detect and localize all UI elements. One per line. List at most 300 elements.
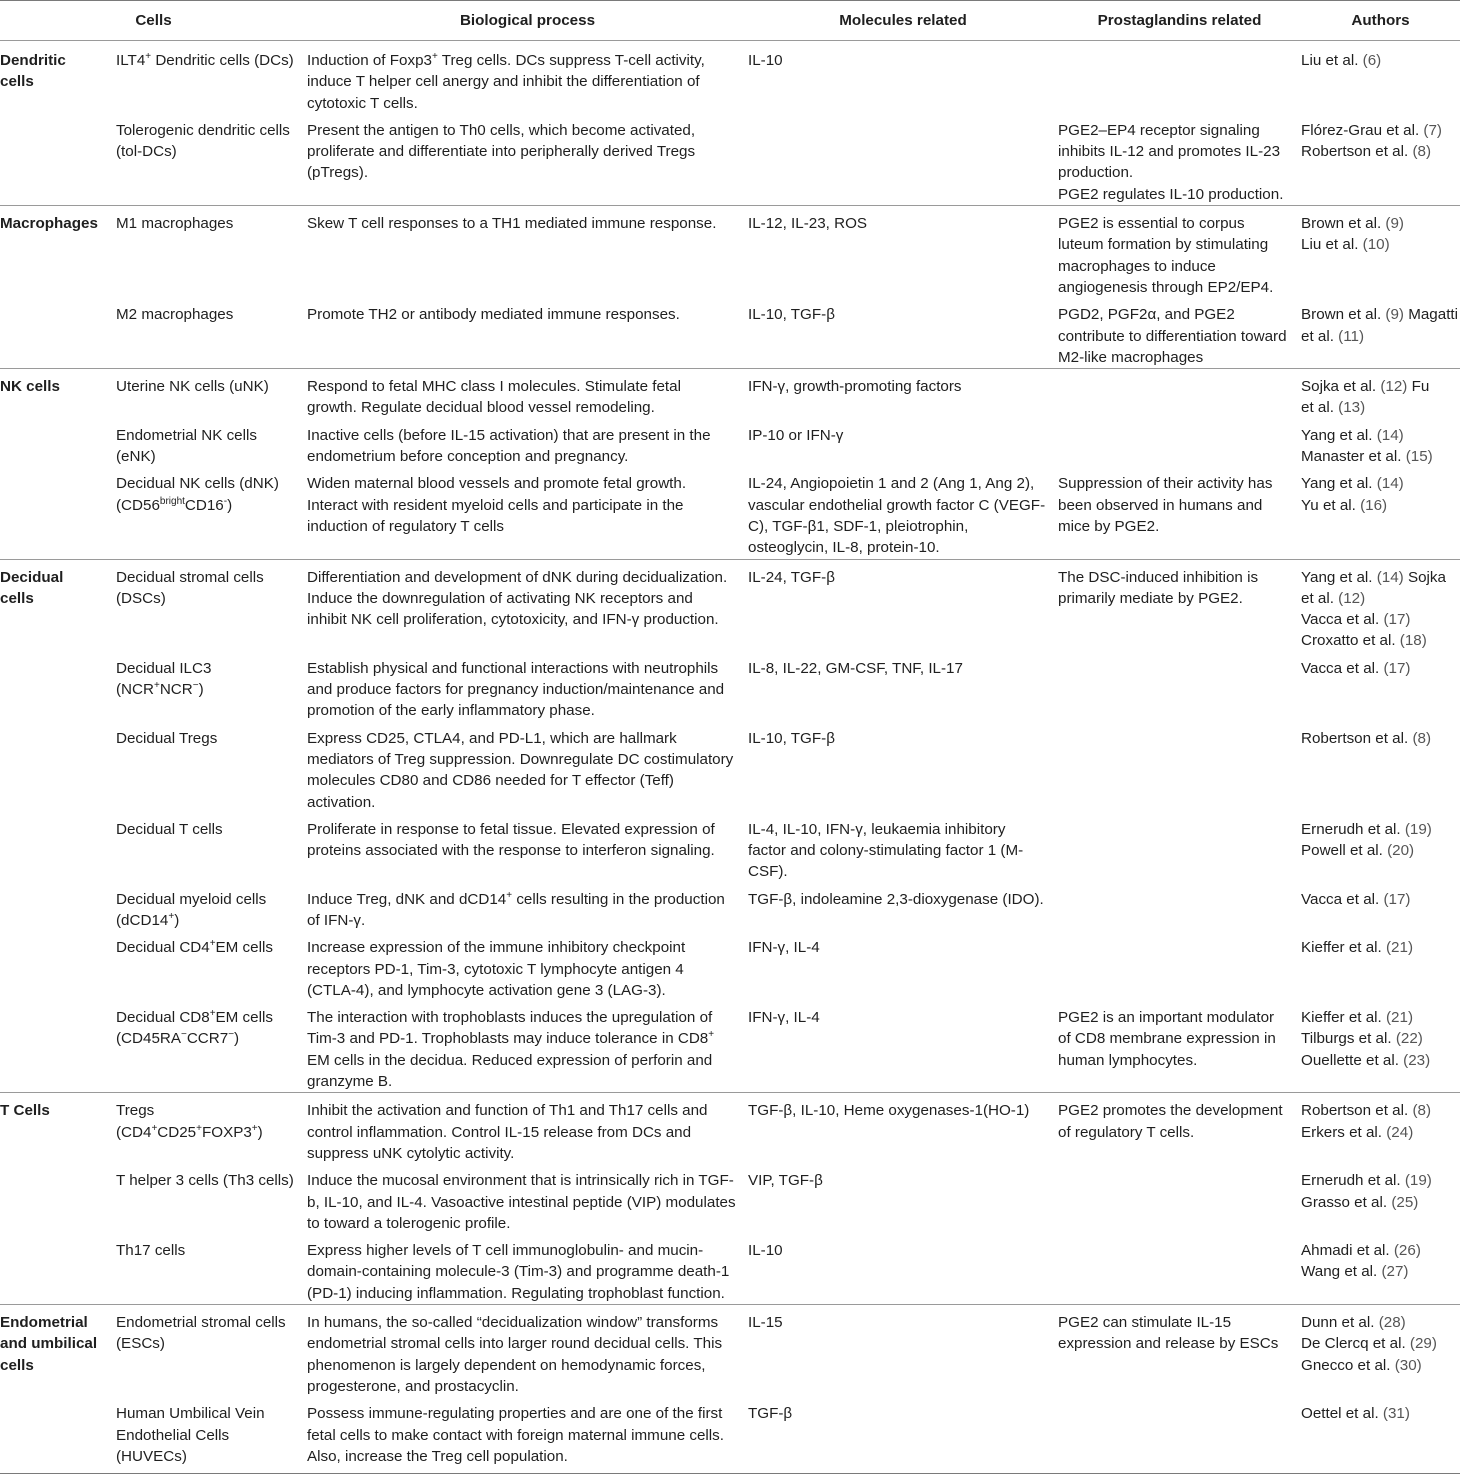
- biological-process: [307, 1093, 748, 1164]
- molecules-related: [748, 114, 1058, 206]
- text-line: receptors PD-1, Tim-3, cytotoxic T lymphocyte antigen 4: [307, 960, 684, 978]
- text-line: (CD45RA−CCR7−): [116, 1029, 240, 1048]
- text-line: inhibits IL-12 and promotes IL-23: [1058, 143, 1281, 161]
- text-line: (eNK): [116, 448, 156, 466]
- molecules-related: [748, 1397, 1058, 1473]
- text-line: PGD2, PGF2α, and PGE2: [1058, 306, 1235, 324]
- text-line: cells: [0, 1356, 34, 1374]
- text-line: In humans, the so-called “decidualization window” transforms: [307, 1314, 719, 1332]
- text-line: IL-10: [748, 1242, 783, 1260]
- biological-process: [307, 419, 748, 468]
- text-line: Tregs: [116, 1102, 155, 1120]
- group-name: [0, 419, 115, 468]
- biological-process: [307, 206, 748, 299]
- group-name: [0, 931, 115, 1001]
- text-line: expression and release by ESCs: [1058, 1335, 1279, 1353]
- table-row: [0, 41, 1460, 114]
- text-line: Liu et al. (10): [1301, 236, 1390, 254]
- text-line: Induce the mucosal environment that is intrinsically rich in TGF-: [307, 1172, 734, 1190]
- prostaglandins-related: [1058, 1397, 1301, 1473]
- text-line: Sojka et al. (12) Fu: [1301, 378, 1430, 396]
- molecules-related: [748, 419, 1058, 468]
- molecules-related: [748, 467, 1058, 559]
- cell-name: [115, 419, 307, 468]
- cell-name: [115, 1001, 307, 1093]
- authors: [1301, 883, 1460, 932]
- biological-process: [307, 1001, 748, 1093]
- text-line: Macrophages: [0, 215, 98, 233]
- text-line: proliferate and differentiate into peripherally derived Tregs: [307, 143, 696, 161]
- text-line: of IFN-γ.: [307, 911, 366, 929]
- text-line: promotion of the early inflammatory phase.: [307, 702, 595, 720]
- text-line: Dunn et al. (28): [1301, 1314, 1406, 1332]
- group-name: [0, 369, 115, 419]
- text-line: IL-12, IL-23, ROS: [748, 215, 868, 233]
- text-line: Proliferate in response to fetal tissue. Elevated expression of: [307, 820, 715, 838]
- text-line: cells: [0, 73, 34, 91]
- table-row: [0, 1397, 1460, 1473]
- text-line: Induction of Foxp3+ Treg cells. DCs suppress T-cell activity,: [307, 51, 705, 69]
- text-line: Dendritic: [0, 52, 66, 69]
- text-line: Suppression of their activity has: [1058, 475, 1273, 493]
- text-line: Ernerudh et al. (19): [1301, 820, 1432, 838]
- text-line: CSF).: [748, 863, 788, 881]
- authors: [1301, 1164, 1460, 1234]
- cell-name: [115, 931, 307, 1001]
- cell-name: [115, 652, 307, 722]
- prostaglandins-related: [1058, 813, 1301, 883]
- prostaglandins-related: [1058, 369, 1301, 419]
- molecules-related: [748, 1164, 1058, 1234]
- authors: [1301, 1093, 1460, 1164]
- table-row: [0, 559, 1460, 652]
- text-line: Human Umbilical Vein: [116, 1405, 265, 1423]
- molecules-related: [748, 722, 1058, 813]
- text-line: The interaction with trophoblasts induces the upregulation of: [307, 1009, 713, 1027]
- table-row: [0, 1001, 1460, 1093]
- text-line: Croxatto et al. (18): [1301, 632, 1427, 650]
- text-line: of CD8 membrane expression in: [1058, 1030, 1276, 1048]
- text-line: Yang et al. (14) Sojka: [1301, 568, 1446, 586]
- cell-name: [115, 114, 307, 206]
- text-line: growth. Regulate decidual blood vessel remodeling.: [307, 399, 655, 417]
- text-line: Endometrial NK cells: [116, 426, 257, 444]
- text-line: PGE2 is essential to corpus: [1058, 215, 1245, 233]
- text-line: human lymphocytes.: [1058, 1051, 1198, 1069]
- text-line: Erkers et al. (24): [1301, 1123, 1414, 1141]
- text-line: Decidual CD8+EM cells: [116, 1008, 273, 1027]
- text-line: contribute to differentiation toward: [1058, 327, 1287, 345]
- molecules-related: [748, 1234, 1058, 1304]
- text-line: mice by PGE2.: [1058, 517, 1160, 535]
- text-line: Decidual myeloid cells: [116, 890, 267, 908]
- text-line: PGE2 promotes the development: [1058, 1102, 1283, 1120]
- cell-name: [115, 369, 307, 419]
- text-line: Endothelial Cells: [116, 1426, 230, 1444]
- text-line: (ESCs): [116, 1335, 165, 1353]
- text-line: Robertson et al. (8): [1301, 729, 1431, 747]
- group-name: [0, 1164, 115, 1234]
- text-line: PGE2–EP4 receptor signaling: [1058, 121, 1260, 139]
- text-line: Brown et al. (9): [1301, 215, 1404, 233]
- authors: [1301, 369, 1460, 419]
- text-line: ILT4+ Dendritic cells (DCs): [116, 51, 294, 69]
- authors: [1301, 41, 1460, 114]
- biological-process: [307, 1234, 748, 1304]
- text-line: Endometrial stromal cells: [116, 1314, 286, 1332]
- molecules-related: [748, 369, 1058, 419]
- text-line: M2-like macrophages: [1058, 348, 1204, 366]
- cell-name: [115, 813, 307, 883]
- table-row: [0, 369, 1460, 419]
- text-line: et al. (12): [1301, 589, 1366, 607]
- text-line: domain-containing molecule-3 (Tim-3) and programme death-1: [307, 1263, 730, 1281]
- text-line: progesterone, and prostacyclin.: [307, 1377, 519, 1395]
- header-process: Biological process: [307, 1, 748, 41]
- group-name: [0, 1305, 115, 1398]
- text-line: Ahmadi et al. (26): [1301, 1242, 1421, 1260]
- table-row: [0, 298, 1460, 368]
- text-line: Liu et al. (6): [1301, 52, 1382, 69]
- biological-process: [307, 722, 748, 813]
- text-line: Yang et al. (14): [1301, 426, 1404, 444]
- text-line: Decidual Tregs: [116, 729, 218, 747]
- table-row: [0, 813, 1460, 883]
- text-line: M1 macrophages: [116, 215, 234, 233]
- text-line: Induce Treg, dNK and dCD14+ cells resulting in the production: [307, 889, 725, 908]
- prostaglandins-related: [1058, 1234, 1301, 1304]
- text-line: (pTregs).: [307, 164, 369, 182]
- table-row: [0, 1305, 1460, 1398]
- biological-process: [307, 652, 748, 722]
- text-line: Uterine NK cells (uNK): [116, 378, 269, 396]
- table-row: [0, 419, 1460, 468]
- text-line: to toward a tolerogenic profile.: [307, 1214, 511, 1232]
- text-line: Vacca et al. (17): [1301, 659, 1411, 677]
- table-row: [0, 1093, 1460, 1164]
- text-line: (DSCs): [116, 589, 166, 607]
- group-name: [0, 1093, 115, 1164]
- text-line: IL-4, IL-10, IFN-γ, leukaemia inhibitory: [748, 820, 1006, 838]
- header-molecules: Molecules related: [748, 1, 1058, 41]
- text-line: Robertson et al. (8): [1301, 1102, 1431, 1120]
- text-line: Manaster et al. (15): [1301, 448, 1433, 466]
- text-line: angiogenesis through EP2/EP4.: [1058, 278, 1274, 296]
- group-name: [0, 813, 115, 883]
- text-line: mediators of Treg suppression. Downregulate DC costimulatory: [307, 750, 734, 768]
- prostaglandins-related: [1058, 206, 1301, 299]
- molecules-related: [748, 1305, 1058, 1398]
- biological-process: [307, 813, 748, 883]
- text-line: TGF-β: [748, 1405, 793, 1423]
- molecules-related: [748, 652, 1058, 722]
- text-line: IL-10: [748, 52, 783, 69]
- molecules-related: [748, 1001, 1058, 1093]
- text-line: activation.: [307, 793, 376, 811]
- molecules-related: [748, 883, 1058, 932]
- group-name: [0, 114, 115, 206]
- text-line: and produce factors for pregnancy induction/maintenance and: [307, 681, 725, 699]
- authors: [1301, 813, 1460, 883]
- prostaglandins-related: [1058, 467, 1301, 559]
- text-line: PGE2 regulates IL-10 production.: [1058, 185, 1284, 203]
- text-line: IP-10 or IFN-γ: [748, 426, 844, 444]
- text-line: Induce the downregulation of activating NK receptors and: [307, 589, 693, 607]
- text-line: induce T helper cell anergy and inhibit the differentiation of: [307, 73, 700, 91]
- group-name: [0, 559, 115, 652]
- text-line: Inhibit the activation and function of Th1 and Th17 cells and: [307, 1102, 708, 1120]
- table-row: [0, 1234, 1460, 1304]
- molecules-related: [748, 206, 1058, 299]
- cell-name: [115, 559, 307, 652]
- group-name: [0, 1234, 115, 1304]
- table-row: [0, 1164, 1460, 1234]
- text-line: Inactive cells (before IL-15 activation) that are present in the: [307, 426, 711, 444]
- biological-process: [307, 369, 748, 419]
- text-line: Also, increase the Treg cell population.: [307, 1447, 568, 1465]
- text-line: IL-24, TGF-β: [748, 568, 835, 586]
- table-body: [0, 41, 1460, 1474]
- cell-name: [115, 1164, 307, 1234]
- biological-process: [307, 1397, 748, 1473]
- text-line: of regulatory T cells.: [1058, 1123, 1195, 1141]
- text-line: Gnecco et al. (30): [1301, 1356, 1422, 1374]
- authors: [1301, 559, 1460, 652]
- text-line: vascular endothelial growth factor C (VEGF-: [748, 496, 1046, 514]
- text-line: (HUVECs): [116, 1447, 187, 1465]
- text-line: Present the antigen to Th0 cells, which become activated,: [307, 121, 696, 139]
- text-line: Yang et al. (14): [1301, 475, 1404, 493]
- text-line: Wang et al. (27): [1301, 1263, 1409, 1281]
- text-line: (CD4+CD25+FOXP3+): [116, 1122, 263, 1141]
- cell-name: [115, 883, 307, 932]
- text-line: macrophages to induce: [1058, 257, 1216, 275]
- text-line: Tilburgs et al. (22): [1301, 1030, 1423, 1048]
- biological-process: [307, 1164, 748, 1234]
- text-line: IL-8, IL-22, GM-CSF, TNF, IL-17: [748, 659, 963, 677]
- text-line: (PD-1) inducing inflammation. Regulating trophoblast function.: [307, 1284, 725, 1302]
- header-row: [0, 1, 1460, 41]
- prostaglandins-related: [1058, 298, 1301, 368]
- text-line: Decidual: [0, 568, 64, 586]
- text-line: Decidual CD4+EM cells: [116, 938, 273, 957]
- text-line: M2 macrophages: [116, 306, 234, 324]
- header-prostaglandins: Prostaglandins related: [1058, 1, 1301, 41]
- authors: [1301, 419, 1460, 468]
- group-name: [0, 298, 115, 368]
- prostaglandins-related: [1058, 1305, 1301, 1398]
- table-row: [0, 206, 1460, 299]
- authors: [1301, 1397, 1460, 1473]
- text-line: Decidual ILC3: [116, 659, 212, 677]
- text-line: inhibit NK cell proliferation, cytotoxicity, and IFN-γ production.: [307, 611, 719, 629]
- cell-name: [115, 1397, 307, 1473]
- text-line: and umbilical: [0, 1335, 98, 1353]
- text-line: Interact with resident myeloid cells and participate in the: [307, 496, 684, 514]
- text-line: Vacca et al. (17): [1301, 890, 1411, 908]
- text-line: Kieffer et al. (21): [1301, 1009, 1414, 1027]
- text-line: b, IL-10, and IL-4. Vasoactive intestinal peptide (VIP) modulates: [307, 1193, 736, 1211]
- text-line: Kieffer et al. (21): [1301, 939, 1414, 957]
- molecules-related: [748, 559, 1058, 652]
- text-line: IL-10, TGF-β: [748, 729, 835, 747]
- text-line: PGE2 is an important modulator: [1058, 1009, 1275, 1027]
- text-line: induction of regulatory T cells: [307, 517, 504, 535]
- header-cells: Cells: [0, 1, 307, 41]
- text-line: (tol-DCs): [116, 143, 177, 161]
- table-row: [0, 467, 1460, 559]
- text-line: granzyme B.: [307, 1073, 393, 1091]
- text-line: cytotoxic T cells.: [307, 94, 418, 112]
- text-line: VIP, TGF-β: [748, 1172, 823, 1190]
- text-line: Robertson et al. (8): [1301, 143, 1431, 161]
- text-line: osteoglycin, IL-8, protein-10.: [748, 539, 940, 557]
- cell-name: [115, 206, 307, 299]
- text-line: Establish physical and functional interactions with neutrophils: [307, 659, 719, 677]
- text-line: Brown et al. (9) Magatti: [1301, 306, 1459, 324]
- molecules-related: [748, 1093, 1058, 1164]
- text-line: Respond to fetal MHC class I molecules. Stimulate fetal: [307, 378, 681, 396]
- group-name: [0, 652, 115, 722]
- text-line: IFN-γ, growth-promoting factors: [748, 378, 962, 396]
- authors: [1301, 206, 1460, 299]
- group-name: [0, 41, 115, 114]
- text-line: been observed in humans and: [1058, 496, 1263, 514]
- text-line: T Cells: [0, 1102, 50, 1120]
- text-line: Yu et al. (16): [1301, 496, 1388, 514]
- prostaglandins-related: [1058, 652, 1301, 722]
- prostaglandins-related: [1058, 419, 1301, 468]
- text-line: IL-10, TGF-β: [748, 306, 835, 324]
- prostaglandins-related: [1058, 1164, 1301, 1234]
- group-name: [0, 1001, 115, 1093]
- cell-name: [115, 1305, 307, 1398]
- authors: [1301, 931, 1460, 1001]
- text-line: IL-24, Angiopoietin 1 and 2 (Ang 1, Ang 2),: [748, 475, 1035, 493]
- text-line: T helper 3 cells (Th3 cells): [116, 1172, 294, 1190]
- cell-name: [115, 467, 307, 559]
- authors: [1301, 652, 1460, 722]
- text-line: production.: [1058, 164, 1134, 182]
- biological-process: [307, 883, 748, 932]
- table-row: [0, 722, 1460, 813]
- text-line: Oettel et al. (31): [1301, 1405, 1410, 1423]
- prostaglandins-related: [1058, 41, 1301, 114]
- text-line: Endometrial: [0, 1314, 88, 1332]
- group-name: [0, 883, 115, 932]
- text-line: control inflammation. Control IL-15 release from DCs and: [307, 1123, 692, 1141]
- authors: [1301, 1234, 1460, 1304]
- text-line: Differentiation and development of dNK during decidualization.: [307, 568, 728, 586]
- text-line: Vacca et al. (17): [1301, 611, 1411, 629]
- authors: [1301, 114, 1460, 206]
- text-line: Express higher levels of T cell immunoglobulin- and mucin-: [307, 1242, 704, 1260]
- text-line: phenomenon is largely dependent on hemodynamic forces,: [307, 1356, 706, 1374]
- text-line: IL-15: [748, 1314, 783, 1332]
- text-line: cells: [0, 589, 34, 607]
- prostaglandins-related: [1058, 559, 1301, 652]
- biological-process: [307, 1305, 748, 1398]
- text-line: IFN-γ, IL-4: [748, 1009, 820, 1027]
- text-line: $(CD56^{bright}CD16^-)$: [116, 495, 233, 514]
- text-line: Decidual stromal cells: [116, 568, 264, 586]
- biological-process: [307, 298, 748, 368]
- molecules-related: [748, 931, 1058, 1001]
- cell-name: [115, 1093, 307, 1164]
- group-name: [0, 1397, 115, 1473]
- molecules-related: [748, 298, 1058, 368]
- text-line: suppress uNK cytolytic activity.: [307, 1144, 515, 1162]
- header-authors: Authors: [1301, 1, 1460, 41]
- text-line: De Clercq et al. (29): [1301, 1335, 1437, 1353]
- text-line: factor and colony-stimulating factor 1 (M-: [748, 842, 1024, 860]
- text-line: molecules CD80 and CD86 needed for T effector (Teff): [307, 772, 674, 790]
- text-line: endometrium before conception and pregnancy.: [307, 448, 629, 466]
- text-line: PGE2 can stimulate IL-15: [1058, 1314, 1232, 1332]
- text-line: C), TGF-β1, SDF-1, pleiotrophin,: [748, 517, 969, 535]
- text-line: Decidual NK cells (dNK): [116, 475, 279, 493]
- biological-process: [307, 467, 748, 559]
- prostaglandins-related: [1058, 883, 1301, 932]
- group-name: [0, 467, 115, 559]
- text-line: NK cells: [0, 378, 60, 396]
- text-line: Express CD25, CTLA4, and PD-L1, which are hallmark: [307, 729, 677, 747]
- text-line: The DSC-induced inhibition is: [1058, 568, 1259, 586]
- prostaglandins-related: [1058, 931, 1301, 1001]
- authors: [1301, 1305, 1460, 1398]
- biological-process: [307, 559, 748, 652]
- text-line: (CTLA-4), and lymphocyte activation gene 3 (LAG-3).: [307, 981, 666, 999]
- authors: [1301, 722, 1460, 813]
- text-line: Possess immune-regulating properties and are one of the first: [307, 1405, 723, 1423]
- text-line: et al. (13): [1301, 399, 1366, 417]
- text-line: Flórez-Grau et al. (7): [1301, 121, 1442, 139]
- group-name: [0, 722, 115, 813]
- text-line: Promote TH2 or antibody mediated immune responses.: [307, 306, 680, 324]
- text-line: (NCR+NCR−): [116, 680, 204, 699]
- authors: [1301, 467, 1460, 559]
- text-line: Tim-3 and PD-1. Trophoblasts may induce tolerance in CD8+: [307, 1029, 715, 1048]
- text-line: Powell et al. (20): [1301, 842, 1415, 860]
- prostaglandins-related: [1058, 722, 1301, 813]
- text-line: fetal cells to make contact with foreign maternal immune cells.: [307, 1426, 724, 1444]
- text-line: Increase expression of the immune inhibitory checkpoint: [307, 939, 686, 957]
- text-line: Grasso et al. (25): [1301, 1193, 1419, 1211]
- text-line: Tolerogenic dendritic cells: [116, 121, 290, 139]
- text-line: Widen maternal blood vessels and promote fetal growth.: [307, 475, 687, 493]
- text-line: et al. (11): [1301, 327, 1365, 345]
- group-name: [0, 206, 115, 299]
- biological-process: [307, 931, 748, 1001]
- prostaglandins-related: [1058, 114, 1301, 206]
- text-line: (dCD14+): [116, 910, 180, 929]
- biological-process: [307, 41, 748, 114]
- text-line: endometrial stromal cells into larger round decidual cells. This: [307, 1335, 723, 1353]
- text-line: primarily mediate by PGE2.: [1058, 589, 1243, 607]
- text-line: luteum formation by stimulating: [1058, 236, 1269, 254]
- table-row: [0, 652, 1460, 722]
- table-row: [0, 114, 1460, 206]
- text-line: IFN-γ, IL-4: [748, 939, 820, 957]
- molecules-related: [748, 813, 1058, 883]
- text-line: TGF-β, IL-10, Heme oxygenases-1(HO-1): [748, 1102, 1030, 1120]
- text-line: Decidual T cells: [116, 820, 223, 838]
- text-line: EM cells in the decidua. Reduced expression of perforin and: [307, 1051, 713, 1069]
- table-row: [0, 883, 1460, 932]
- prostaglandins-related: [1058, 1001, 1301, 1093]
- cell-name: [115, 722, 307, 813]
- prostaglandins-related: [1058, 1093, 1301, 1164]
